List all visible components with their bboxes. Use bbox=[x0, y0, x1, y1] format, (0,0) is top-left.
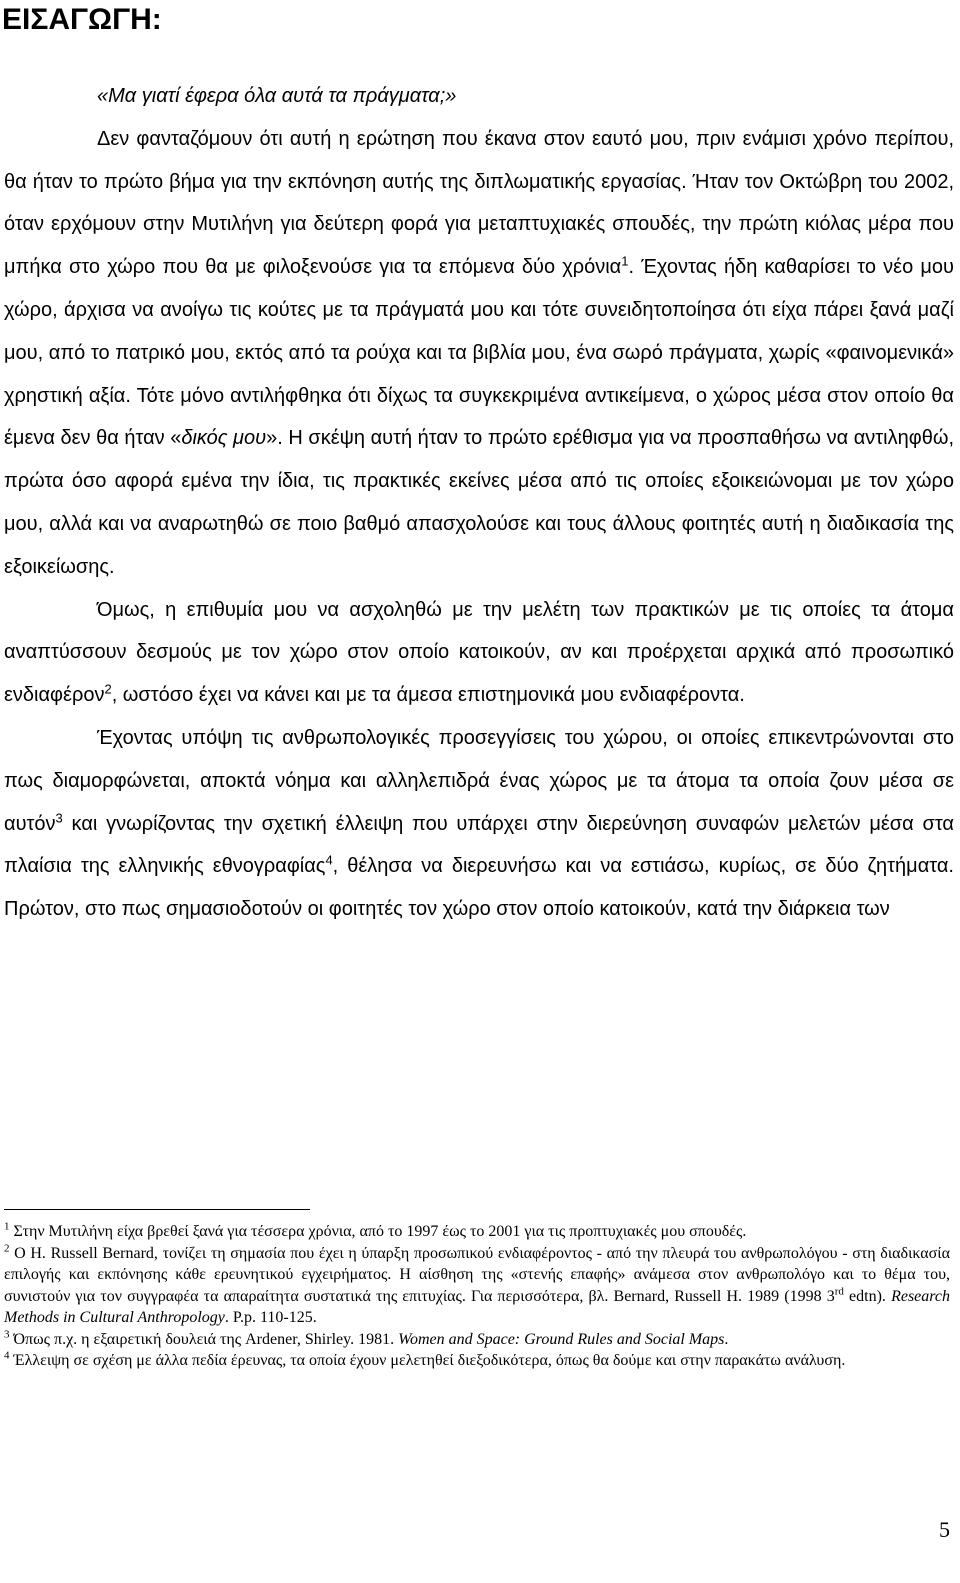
footnote-4-text: Έλλειψη σε σχέση με άλλα πεδία έρευνας, τα οποία έχουν μελετηθεί διεξοδικότερα, όπως θα δούμε και στην παρακάτω ανάλυση. bbox=[9, 1352, 846, 1369]
footnote-2-ordinal: rd bbox=[834, 1285, 844, 1298]
footnote-ref-1[interactable]: 1 bbox=[621, 253, 629, 269]
footnote-2-book-title: Research Methods in Cultural Anthropology bbox=[4, 1287, 951, 1326]
footnote-2-text-b: edtn). bbox=[843, 1287, 892, 1305]
footnote-3-book-title: Women and Space: Ground Rules and Social Maps bbox=[398, 1330, 725, 1348]
paragraph-3 bbox=[4, 717, 954, 931]
paragraph-1-italic: δικός μου bbox=[181, 427, 267, 450]
main-text bbox=[4, 75, 954, 931]
paragraph-1-text-a: Δεν φανταζόμουν ότι αυτή η ερώτηση που έκανα στον εαυτό μου, πριν ενάμισι χρόνο περίπου, θα ήταν το πρώτο βήμα για την εκπόνηση αυτής της διπλωματικής εργασίας. Ήταν τον Οκτώβρη του 2002, όταν ερχόμουν στην Μυτιλήνη για δεύτερη φορά για μεταπτυχιακές σπουδές, την πρώτη κιόλας μέρα που μπήκα στο χώρο που θα με φιλοξενούσε για τα επόμενα δύο χρόνια bbox=[4, 127, 954, 279]
footnote-4 bbox=[4, 1350, 950, 1372]
paragraph-3-text-b: και γνωρίζοντας την σχετική έλλειψη που υπάρχει στην διερεύνηση συναφών μελετών μέσα στα πλαίσια της ελληνικής εθνογραφίας bbox=[4, 812, 954, 878]
footnote-2 bbox=[4, 1243, 950, 1329]
opening-quote: «Μα γιατί έφερα όλα αυτά τα πράγματα;» bbox=[97, 85, 457, 107]
footnote-ref-4[interactable]: 4 bbox=[325, 852, 333, 868]
footnotes bbox=[4, 1221, 950, 1372]
footnote-2-number: 2 bbox=[4, 1242, 10, 1255]
footnote-1-text: Στην Μυτιλήνη είχα βρεθεί ξανά για τέσσερα χρόνια, από το 1997 έως το 2001 για τις προπτυχιακές μου σπουδές. bbox=[9, 1223, 747, 1240]
footnote-ref-3[interactable]: 3 bbox=[55, 809, 63, 825]
page-number: 5 bbox=[939, 1517, 950, 1542]
paragraph-3-text-a: Έχοντας υπόψη τις ανθρωπολογικές προσεγγίσεις του χώρου, οι οποίες επικεντρώνονται στο πως διαμορφώνεται, αποκτά νόημα και αλληλεπιδρά ένας χώρος με τα άτομα τα οποία ζουν μέσα σε αυτόν bbox=[4, 726, 954, 835]
footnote-3 bbox=[4, 1329, 950, 1351]
footnote-4-number: 4 bbox=[4, 1349, 10, 1362]
paragraph-1 bbox=[4, 118, 954, 589]
paragraph-1-text-b: . Έχοντας ήδη καθαρίσει το νέο μου χώρο, άρχισα να ανοίγω τις κούτες με τα πράγματά μου και τότε συνειδητοποίησα ότι είχα πάρει ξανά μαζί μου, από το πατρικό μου, εκτός από τα ρούχα και τα βιβλία μου, ένα σωρό πράγματα, χωρίς «φαινομενικά» χρηστική αξία. Τότε μόνο αντιλήφθηκα ότι δίχως τα συγκεκριμένα αντικείμενα, ο χώρος μέσα στον οποίο θα έμενα δεν θα ήταν « bbox=[4, 256, 954, 450]
footnote-2-text-a: Ο Η. Russell Bernard, τονίζει τη σημασία που έχει η ύπαρξη προσωπικού ενδιαφέροντος - από την πλευρά του ανθρωπολόγου - στη διαδικασία επιλογής και εκπόνησης κάθε ερευνητικού εγχειρήματος. Η αίσθηση της «στενής επαφής» ανάμεσα στον ανθρωπολόγο και το θέμα του, συνιστούν για τον συγγραφέα τα απαραίτητα συστατικά της επιτυχίας. Για περισσότερα, βλ. Bernard, Russell H. 1989 (1998 3 bbox=[4, 1244, 950, 1305]
footnote-ref-2[interactable]: 2 bbox=[104, 681, 112, 697]
footnote-1-number: 1 bbox=[4, 1220, 10, 1233]
footnote-3-text-b: . bbox=[724, 1330, 729, 1348]
footnote-1 bbox=[4, 1221, 950, 1243]
section-heading: ΕΙΣΑΓΩΓΗ: bbox=[2, 3, 162, 36]
footnote-3-text-a: Όπως π.χ. η εξαιρετική δουλειά της Ardener, Shirley. 1981. bbox=[9, 1330, 399, 1348]
footnote-3-number: 3 bbox=[4, 1328, 10, 1341]
paragraph-2 bbox=[4, 589, 954, 717]
paragraph-2-text-b: , ωστόσο έχει να κάνει και με τα άμεσα επιστημονικά μου ενδιαφέροντα. bbox=[111, 684, 745, 707]
paragraph-3-text-c: , θέλησα να διερευνήσω και να εστιάσω, κυρίως, σε δύο ζητήματα. Πρώτον, στο πως σημασιοδοτούν οι φοιτητές τον χώρο στον οποίο κατοικούν, κατά την διάρκεια των bbox=[4, 855, 954, 921]
footnote-2-text-c: . P.p. 110-125. bbox=[224, 1309, 317, 1326]
paragraph-1-text-c: ». Η σκέψη αυτή ήταν το πρώτο ερέθισμα για να προσπαθήσω να αντιληφθώ, πρώτα όσο αφορά εμένα την ίδια, τις πρακτικές εκείνες μέσα από τις οποίες εξοικειώνομαι με τον χώρο μου, αλλά και να αναρωτηθώ σε ποιο βαθμό απασχολούσε και τους άλλους φοιτητές αυτή η διαδικασία της εξοικείωσης. bbox=[4, 427, 955, 578]
paragraph-2-text-a: Όμως, η επιθυμία μου να ασχοληθώ με την μελέτη των πρακτικών με τις οποίες τα άτομα αναπτύσσουν δεσμούς με τον χώρο στον οποίο κατοικούν, αν και προέρχεται αρχικά από προσωπικό ενδιαφέρον bbox=[4, 598, 954, 707]
footnote-separator bbox=[4, 1209, 310, 1210]
